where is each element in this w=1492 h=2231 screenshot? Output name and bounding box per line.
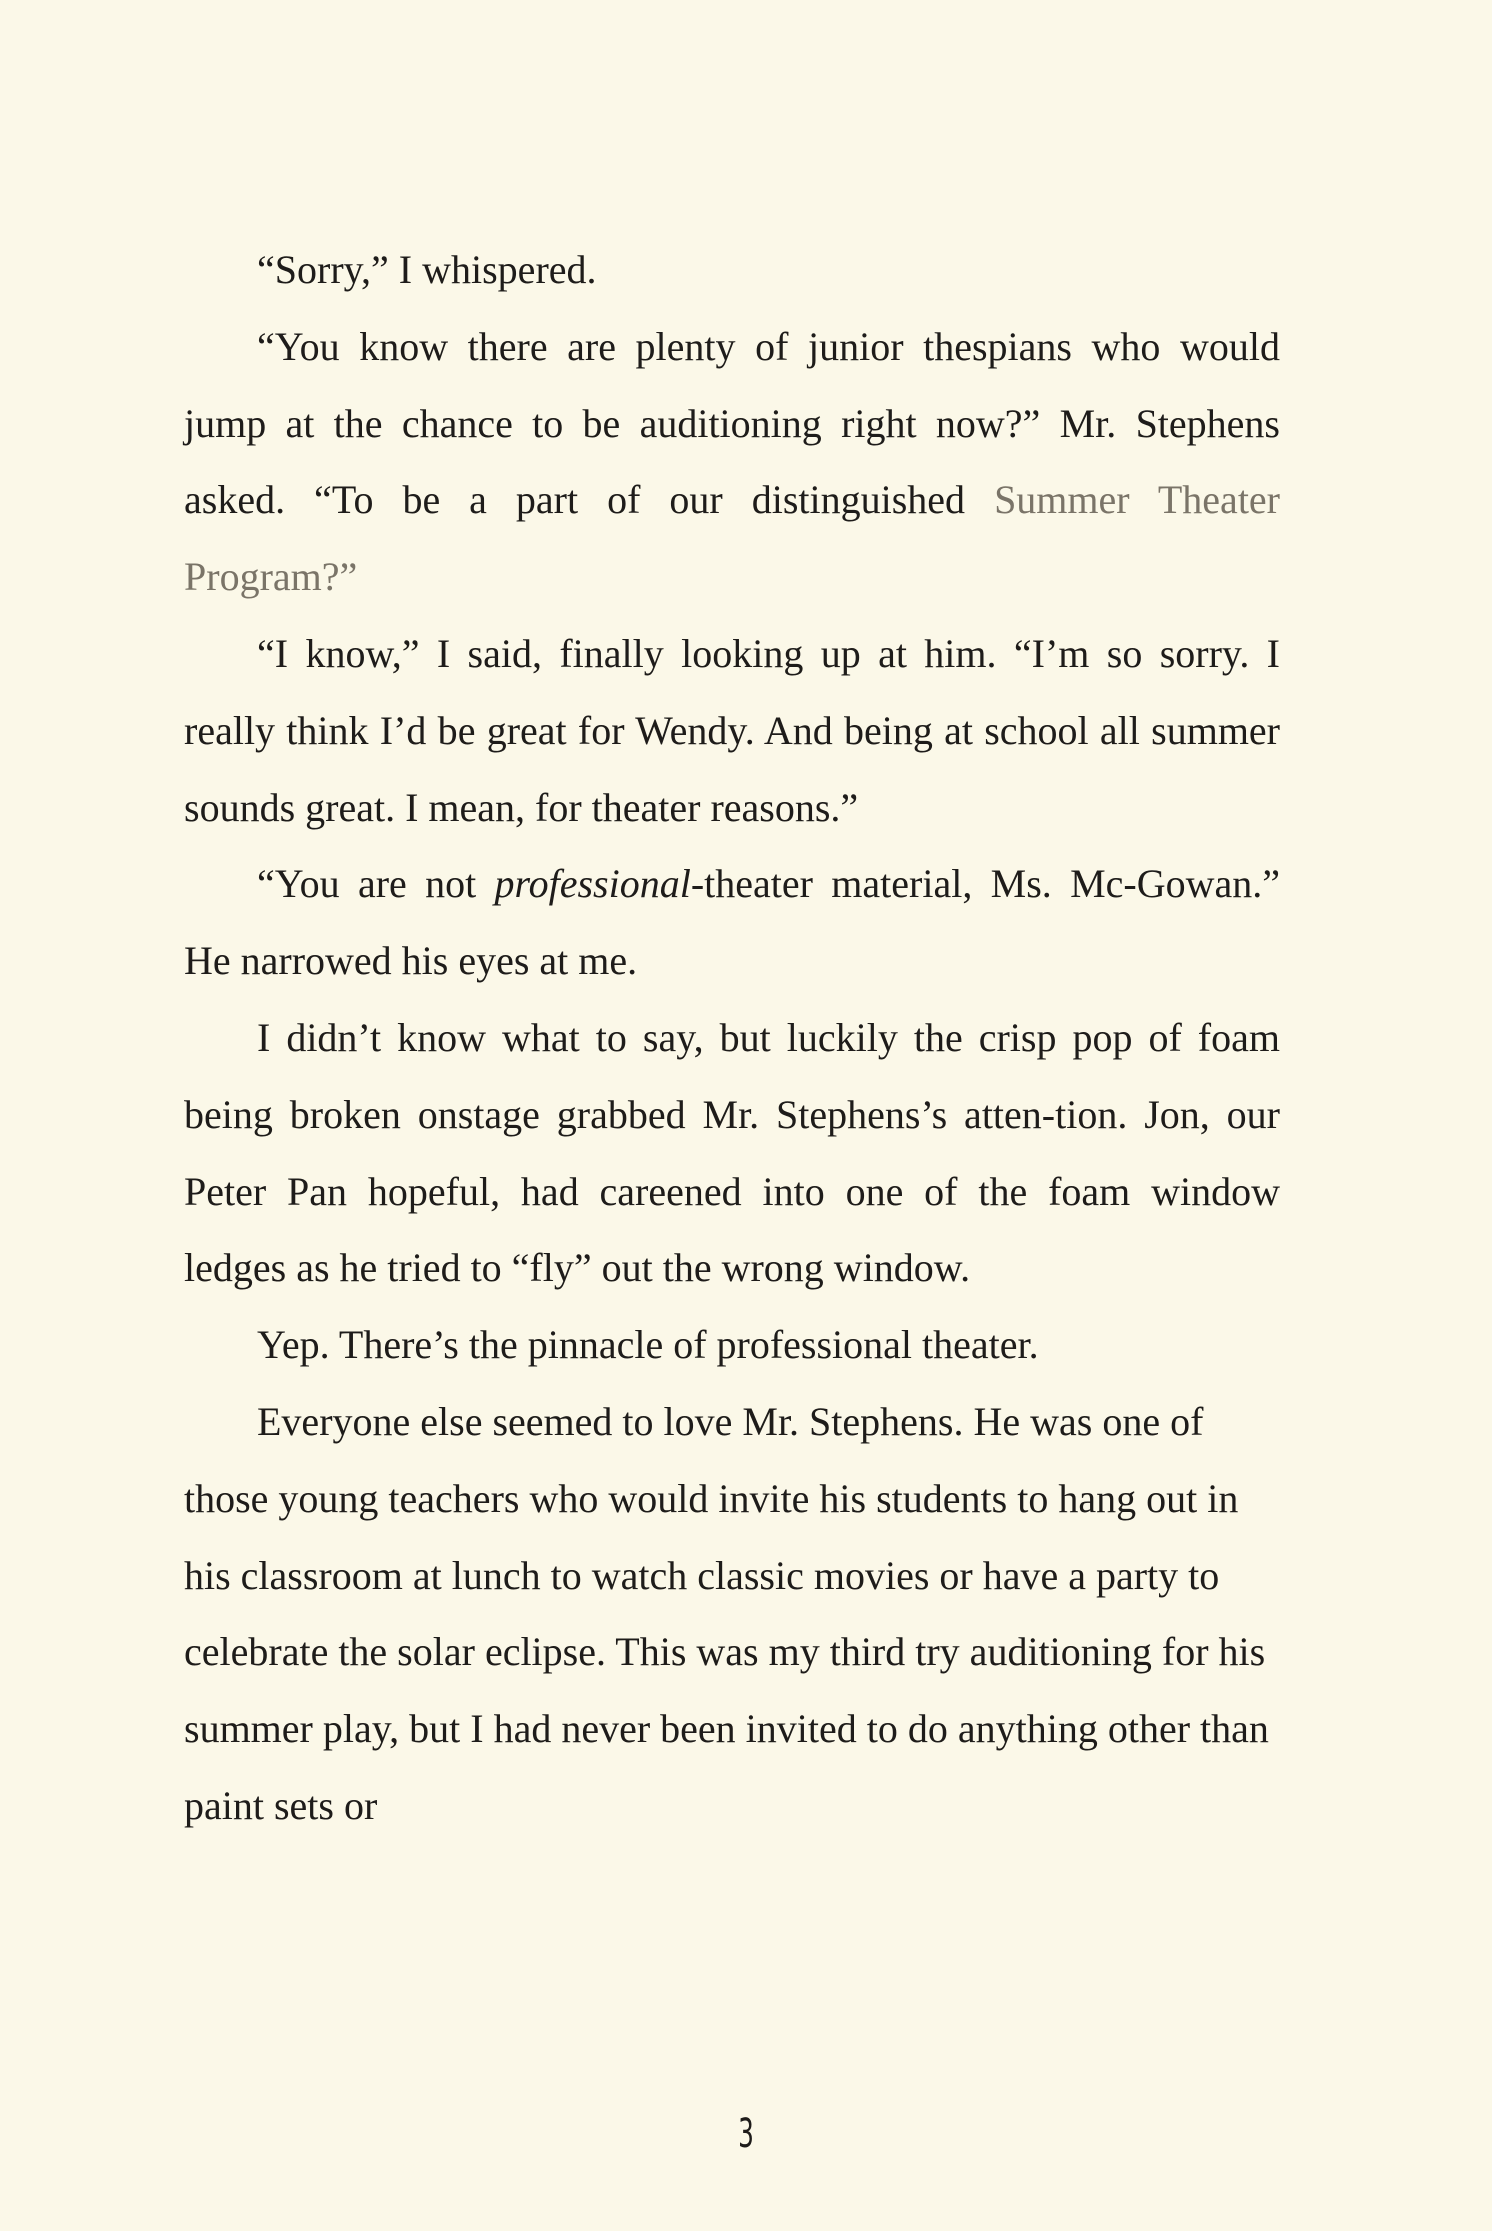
paragraph [184,616,1280,846]
text-segment: “You are not [257,861,495,907]
text-segment: Yep. There’s the pinnacle of professional theater. [257,1322,1039,1368]
text-segment: Everyone else seemed to love Mr. Stephens. He was one of those young teachers who would invite his students to hang out in his classroom at lunch to watch classic movies or have a party to celebrate the solar eclipse. This was my third try auditioning for his summer play, but I had never been invited to do anything other than paint sets or [184,1398,1269,1828]
body-text [184,232,1280,1845]
paragraph [184,846,1280,1000]
paragraph [184,1384,1280,1845]
italic-text-segment: professional [494,861,691,907]
page-number: 3 [738,2111,754,2157]
paragraph [184,1307,1280,1384]
paragraph [184,309,1280,616]
paragraph [184,1000,1280,1307]
text-segment: “Sorry,” I whispered. [257,247,597,292]
faded-text-segment: Summer Theater Program?” [184,477,1281,600]
text-segment: -theater material, Ms. Mc-Gowan.” He narrowed his eyes at me. [184,861,1281,984]
text-segment: I didn’t know what to say, but luckily the crisp pop of foam being broken onstage grabbed Mr. Stephens’s atten-tion. Jon, our Peter Pan hopeful, had careened into one of the foam window ledges as he tried to “fly” out the wrong window. [184,1014,1280,1291]
text-segment: “You know there are plenty of junior thespians who would jump at the chance to be auditioning right now?” Mr. Stephens asked. “To be a part of our distinguished [184,323,1280,523]
paragraph [184,232,1280,309]
text-segment: “I know,” I said, finally looking up at him. “I’m so sorry. I really think I’d be great for Wendy. And being at school all summer sounds great. I mean, for theater reasons.” [184,630,1280,830]
